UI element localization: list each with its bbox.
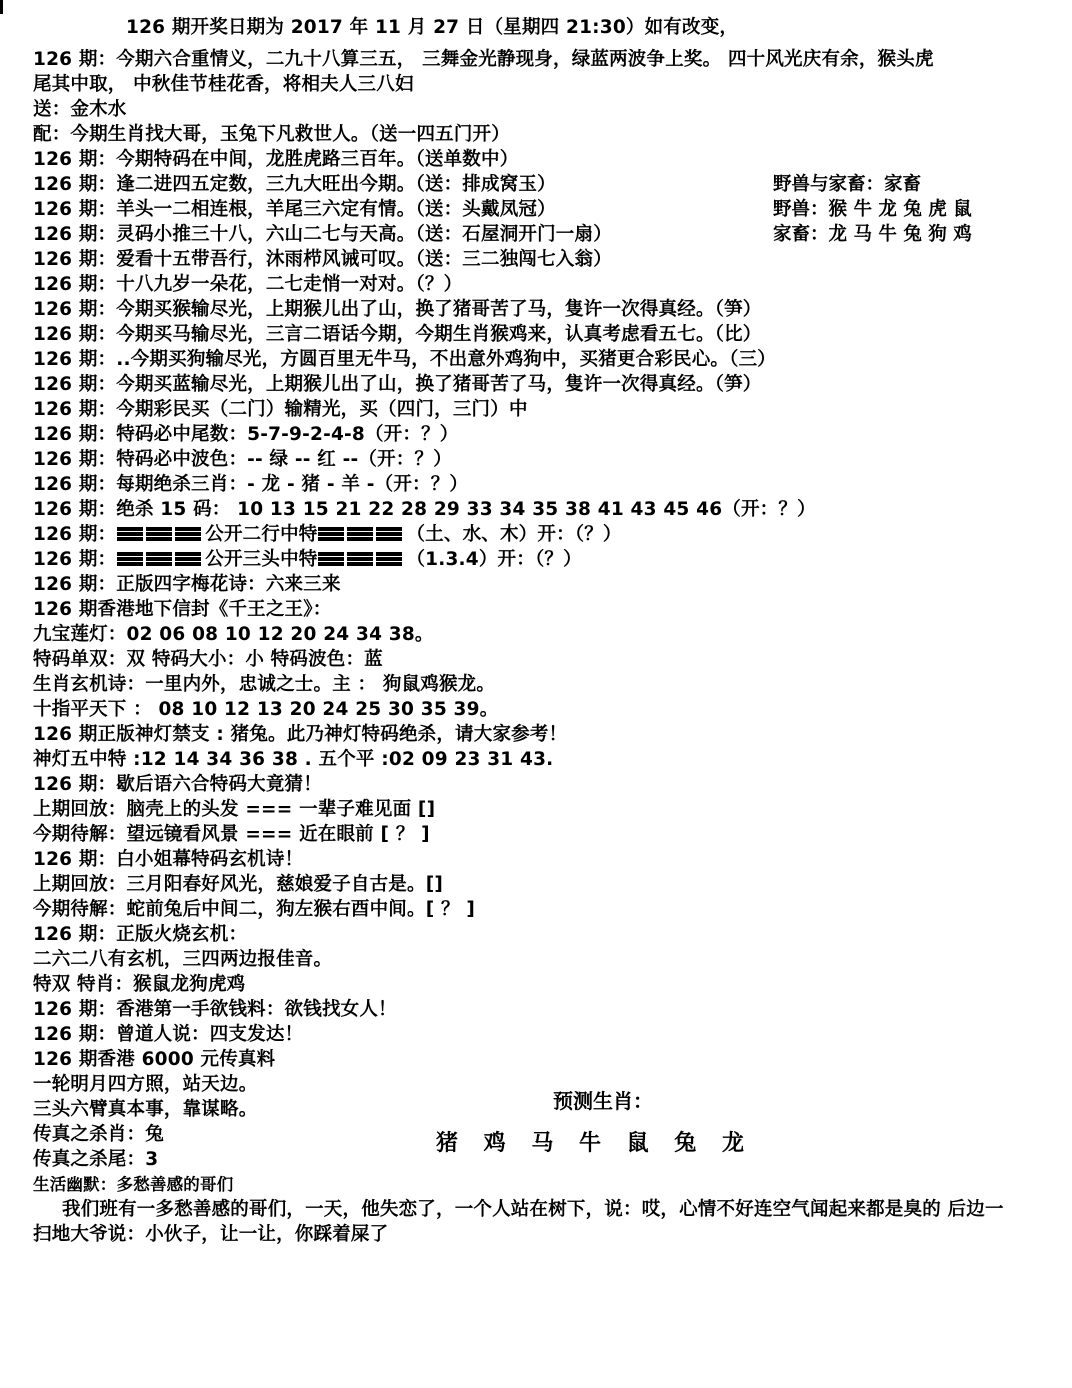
text-line: 二六二八有玄机，三四两边报佳音。 [33,949,333,970]
text-line: 126 期：爱看十五带吾行，沐雨栉风诫可叹。（送：三二独闯七入翁） [33,249,612,270]
text-line: 126 期：羊头一二相连根，羊尾三六定有情。（送：头戴凤冠） [33,199,556,220]
bars-icon [117,548,204,573]
text-line: 尾其中取， 中秋佳节桂花香，将相夫人三八妇 [33,74,414,95]
text-line: 126 期：曾道人说：四支发达！ [33,1024,304,1045]
humor-title: 生活幽默：多愁善感的哥们 [33,1175,234,1194]
text-line: 三头六臂真本事，靠谋略。 [33,1099,258,1120]
bar-line [33,547,582,572]
text-line: 今期待解：望远镜看风景 === 近在眼前 [ ？ ] [33,824,430,845]
text-line: 特码单双：双 特码大小：小 特码波色：蓝 [33,649,383,670]
wild-animals-list: 野兽：猴 牛 龙 兔 虎 鼠 [773,199,972,220]
humor-paragraph-line: 我们班有一多愁善感的哥们，一天，他失恋了，一个人站在树下，说：哎，心情不好连空气闻起来都是臭的 后边一 [62,1199,1004,1220]
text-line: 126 期：每期绝杀三肖：- 龙 - 猪 - 羊 -（开：？） [33,474,469,495]
bar-line-prefix: 126 期： [33,549,117,570]
bar-line-middle: 公开二行中特 [205,524,318,545]
text-line: 126 期正版神灯禁支 : 猪兔。此乃神灯特码绝杀，请大家参考！ [33,724,568,745]
prediction-title: 预测生肖： [553,1089,653,1113]
text-line: 126 期：..今期买狗输尽光，方圆百里无牛马，不出意外鸡狗中，买猪更合彩民心。（三） [33,349,776,370]
text-line: 上期回放：脑壳上的头发 === 一辈子难见面 [] [33,799,436,820]
text-line: 126 期：十八九岁一朵花，二七走悄一对对。（？） [33,274,463,295]
text-line: 十指平天下 ： 08 10 12 13 20 24 25 30 35 39。 [33,699,499,720]
text-line: 126 期：正版四字梅花诗：六来三来 [33,574,341,595]
bar-line-prefix: 126 期： [33,524,117,545]
text-line: 配：今期生肖找大哥，玉兔下凡救世人。（送一四五门开） [33,124,510,145]
text-line: 今期待解：蛇前兔后中间二，狗左猴右酉中间。[ ？ ] [33,899,475,920]
text-line: 九宝莲灯：02 06 08 10 12 20 24 34 38。 [33,624,434,645]
text-line: 126 期：今期买猴输尽光，上期猴儿出了山，换了猪哥苦了马，隻许一次得真经。（笋） [33,299,762,320]
text-line: 126 期：歇后语六合特码大竟猜！ [33,774,322,795]
text-line: 特双 特肖：猴鼠龙狗虎鸡 [33,974,246,995]
text-line: 传真之杀肖：兔 [33,1124,164,1145]
text-line: 126 期香港地下信封《千王之王》： [33,599,332,620]
bar-line-middle: 公开三头中特 [205,549,318,570]
text-line: 126 期：正版火烧玄机： [33,924,248,945]
bar-line-suffix: （1.3.4）开：（？） [406,549,582,570]
text-line: 126 期：今期六合重情义，二九十八算三五， 三舞金光静现身，绿蓝两波争上奖。 四十风光庆有余，猴头虎 [33,49,934,70]
text-line: 神灯五中特 :12 14 34 36 38 . 五个平 :02 09 23 31 43. [33,749,554,770]
draw-date-title: 126 期开奖日期为 2017 年 11 月 27 日（星期四 21:30）如有改变， [126,17,739,38]
humor-paragraph-line: 扫地大爷说：小伙子，让一让，你踩着屎了 [33,1224,389,1245]
text-line: 126 期：今期彩民买（二门）输精光，买（四门，三门）中 [33,399,528,420]
text-line: 上期回放：三月阳春好风光，慈娘爱子自古是。[] [33,874,444,895]
text-line: 126 期：白小姐幕特码玄机诗！ [33,849,304,870]
text-line: 126 期：特码必中波色：-- 绿 -- 红 --（开：？） [33,449,452,470]
text-line: 126 期香港 6000 元传真料 [33,1049,276,1070]
bars-icon [318,548,405,573]
text-line: 一轮明月四方照，站天边。 [33,1074,258,1095]
prediction-zodiacs: 猪 鸡 马 牛 鼠 兔 龙 [436,1130,748,1156]
text-line: 126 期：逢二进四五定数，三九大旺出今期。（送：排成窝玉） [33,174,556,195]
text-line: 送：金木水 [33,99,127,120]
edge-mark [0,0,3,14]
text-line: 生肖玄机诗：一里内外，忠诚之士。主 ： 狗鼠鸡猴龙。 [33,674,496,695]
bar-line-suffix: （土、水、木）开：（？） [406,524,622,545]
text-line: 126 期：香港第一手欲钱料：欲钱找女人！ [33,999,397,1020]
text-line: 126 期：今期特码在中间，龙胜虎路三百年。（送单数中） [33,149,519,170]
wild-domestic-answer: 野兽与家畜：家畜 [773,174,922,195]
text-line: 传真之杀尾：3 [33,1149,159,1170]
text-line: 126 期：今期买蓝输尽光，上期猴儿出了山，换了猪哥苦了马，隻许一次得真经。（笋） [33,374,762,395]
domestic-animals-list: 家畜：龙 马 牛 兔 狗 鸡 [773,224,972,245]
bars-icon [318,523,405,548]
text-line: 126 期：灵码小推三十八，六山二七与天高。（送：石屋洞开门一扇） [33,224,612,245]
text-line: 126 期：特码必中尾数：5-7-9-2-4-8（开：？） [33,424,459,445]
bars-icon [117,523,204,548]
text-line: 126 期：今期买马输尽光，三言二语话今期，今期生肖猴鸡来，认真考虑看五七。（比） [33,324,762,345]
bar-line [33,522,622,547]
text-line: 126 期：绝杀 15 码： 10 13 15 21 22 28 29 33 34 35 38 41 43 45 46（开：？） [33,499,816,520]
